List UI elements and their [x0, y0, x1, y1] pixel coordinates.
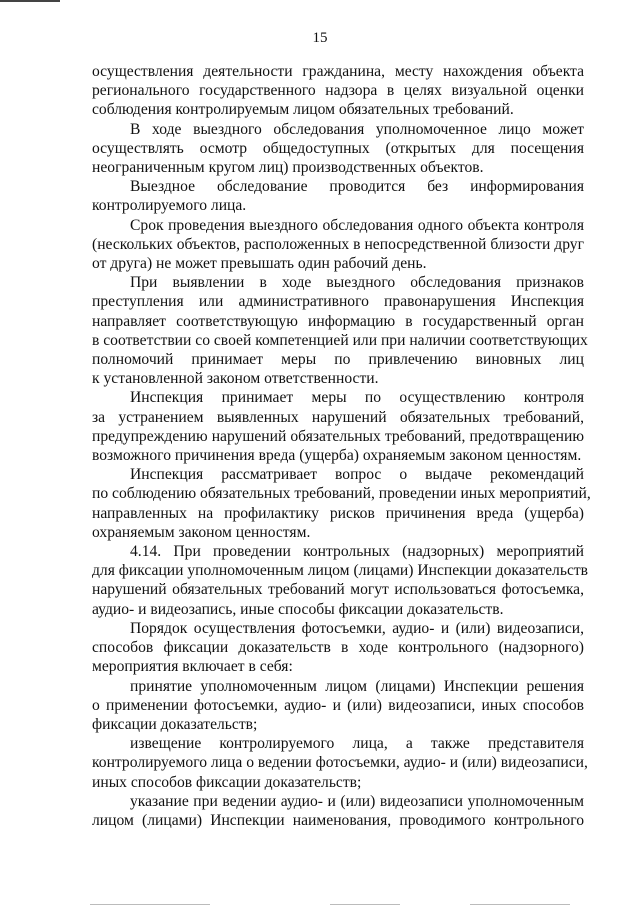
- paragraph: [92, 542, 589, 619]
- text-line: осуществлять осмотр общедоступных (открытых для посещения: [92, 139, 584, 157]
- text-line: извещение контролируемого лица, а также представителя: [130, 735, 584, 753]
- text-line: за устранением выявленных нарушений обязательных требований,: [92, 408, 584, 426]
- text-line: контролируемого лица о ведении фотосъемки, аудио- и (или) видеозаписи,: [92, 754, 588, 772]
- text-line: указание при ведении аудио- и (или) видеозаписи уполномоченным: [130, 792, 584, 810]
- text-line: возможного причинения вреда (ущерба) охраняемым законом ценностям.: [92, 447, 582, 465]
- paragraph: [92, 388, 584, 465]
- text-line: Срок проведения выездного обследования одного объекта контроля: [130, 216, 584, 234]
- paragraph: [92, 677, 584, 735]
- text-line: полномочий принимает меры по привлечению виновных лиц: [92, 351, 584, 369]
- text-line: соблюдения контролируемым лицом обязательных требований.: [92, 101, 514, 119]
- text-line: направленных на профилактику рисков причинения вреда (ущерба): [92, 504, 584, 522]
- text-line: принятие уполномоченным лицом (лицами) Инспекции решения: [130, 677, 584, 695]
- text-line: охраняемым законом ценностям.: [92, 523, 311, 541]
- document-body: [92, 62, 591, 830]
- text-line: в соответствии со своей компетенцией или при наличии соответствующих: [92, 331, 588, 349]
- paragraph: [92, 465, 591, 542]
- text-line: неограниченным кругом лиц) производственных объектов.: [92, 159, 484, 177]
- text-line: Выездное обследование проводится без информирования: [130, 178, 584, 196]
- text-line: способов фиксации доказательств в ходе контрольного (надзорного): [92, 639, 584, 657]
- text-line: 4.14. При проведении контрольных (надзорных) мероприятий: [130, 543, 584, 561]
- paragraph: [92, 216, 584, 274]
- page-number: 15: [312, 30, 328, 46]
- text-line: мероприятия включает в себя:: [92, 658, 293, 676]
- text-line: В ходе выездного обследования уполномоченное лицо может: [130, 120, 584, 138]
- text-line: (нескольких объектов, расположенных в непосредственной близости друг: [92, 235, 584, 253]
- paragraph: [92, 177, 584, 215]
- text-line: к установленной законом ответственности.: [92, 370, 379, 388]
- paragraph: [92, 273, 588, 388]
- text-line: предупреждению нарушений обязательных требований, предотвращению: [92, 427, 584, 445]
- text-line: по соблюдению обязательных требований, проведении иных мероприятий,: [92, 485, 591, 503]
- text-line: для фиксации уполномоченным лицом (лицами) Инспекции доказательств: [92, 562, 589, 580]
- text-line: Порядок осуществления фотосъемки, аудио- и (или) видеозаписи,: [130, 619, 584, 637]
- text-line: лицом (лицами) Инспекции наименования, проводимого контрольного: [92, 811, 584, 829]
- text-line: аудио- и видеозапись, иные способы фиксации доказательств.: [92, 600, 504, 618]
- text-line: направляет соответствующую информацию в государственный орган: [92, 312, 584, 330]
- text-line: контролируемого лица.: [92, 197, 247, 215]
- text-line: фиксации доказательств;: [92, 715, 258, 733]
- paragraph: [92, 120, 584, 178]
- text-line: от друга) не может превышать один рабочий день.: [92, 255, 427, 273]
- text-line: Инспекция рассматривает вопрос о выдаче рекомендаций: [130, 466, 584, 484]
- paragraph: [92, 734, 588, 792]
- text-line: преступления или административного правонарушения Инспекция: [92, 293, 584, 311]
- text-line: осуществления деятельности гражданина, месту нахождения объекта: [92, 63, 584, 80]
- text-line: иных способов фиксации доказательств;: [92, 773, 362, 791]
- scan-corner-mark: [0, 0, 60, 2]
- text-line: Инспекция принимает меры по осуществлению контроля: [130, 389, 584, 407]
- text-line: нарушений обязательных требований могут использоваться фотосъемка,: [92, 581, 584, 599]
- text-line: При выявлении в ходе выездного обследования признаков: [130, 274, 584, 292]
- text-line: регионального государственного надзора в целях визуальной оценки: [92, 82, 584, 100]
- paragraph: [92, 62, 584, 120]
- paragraph: [92, 619, 584, 677]
- text-line: о применении фотосъемки, аудио- и (или) видеозаписи, иных способов: [92, 696, 584, 714]
- paragraph: [92, 792, 584, 830]
